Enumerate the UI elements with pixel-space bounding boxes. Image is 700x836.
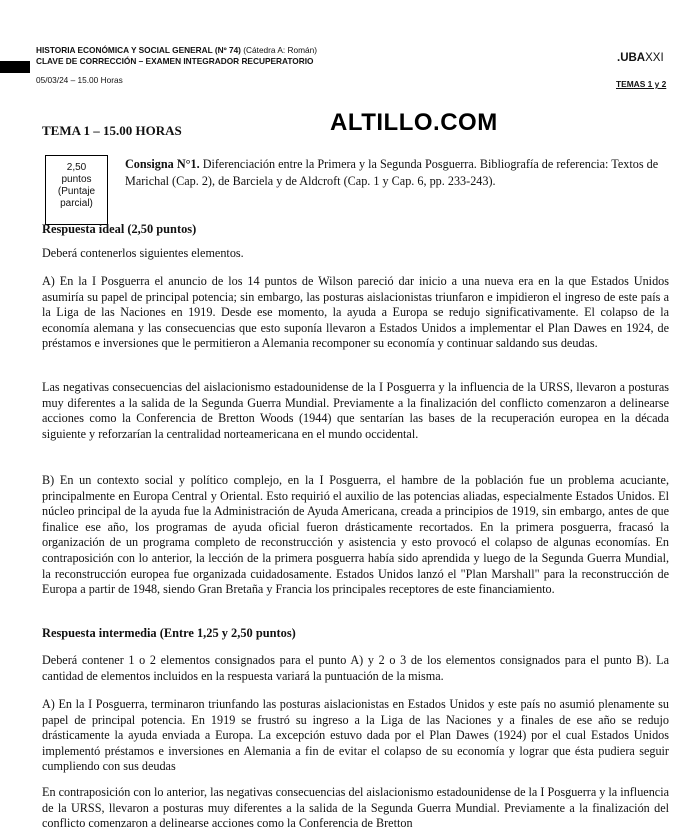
exam-date: 05/03/24 – 15.00 Horas <box>36 75 123 85</box>
uba-logo: .UBAXXI <box>617 52 664 64</box>
score-unit: puntos <box>61 174 92 185</box>
score-note-2: parcial) <box>60 198 93 209</box>
intermedia-paragraph-a2: En contraposición con lo anterior, las negativas consecuencias del aislacionismo estadounidense de la I Posguerra y la influencia de la URSS, llevaron a posturas muy diferentes a la salida de la Segunda Guerra Mundial. Previamente a la finalización del conflicto comenzaron a delinearse acciones como la Conferencia de Bretton <box>42 785 669 831</box>
ideal-paragraph-b: B) En un contexto social y político complejo, en la I Posguerra, el hambre de la población fue un problema acuciante, principalmente en Europa Central y Oriental. Esto requirió el auxilio de las potencias aliadas, especialmente Estados Unidos. El núcleo principal de la ayuda fue la Administración de Ayuda Americana, creada a principios de 1919, sin embargo, antes de que finalice ese año, los programas de ayuda oficial fueron drásticamente recortados. En la primera posguerra, fracasó la organización de un programa completo de reconstrucción y asistencia y esto provocó el colapso de algunas economías. En contraposición con lo anterior, la lección de la primera posguerra había sido aprendida y luego de la Segunda Guerra Mundial, la reconstrucción europea fue organizada cuidadosamente. Estados Unidos lanzó el "Plan Marshall" para la reconstrucción de Europa a partir de 1948, siendo Gran Bretaña y Francia los principales receptores de este financiamiento. <box>42 473 669 597</box>
course-title: HISTORIA ECONÓMICA Y SOCIAL GENERAL (Nº 74) (Cátedra A: Román) <box>36 45 318 55</box>
tema-title: TEMA 1 – 15.00 HORAS <box>42 123 182 138</box>
ideal-intro: Deberá contenerlos siguientes elementos. <box>42 246 244 260</box>
score-value: 2,50 <box>66 162 87 173</box>
ideal-heading: Respuesta ideal (2,50 puntos) <box>42 222 197 236</box>
temas-label: TEMAS 1 y 2 <box>616 79 667 89</box>
consigna-text: Consigna N°1. Diferenciación entre la Primera y la Segunda Posguerra. Bibliografía de referencia: Textos de Marichal (Cap. 2), de Barciela y de Aldcroft (Cap. 1 y Cap. 6, pp. 233-243). <box>125 157 659 188</box>
intermedia-heading: Respuesta intermedia (Entre 1,25 y 2,50 puntos) <box>42 626 296 640</box>
score-box <box>45 155 108 225</box>
intermedia-intro: Deberá contener 1 o 2 elementos consignados para el punto A) y 2 o 3 de los elementos consignados para el punto B). La cantidad de elementos incluidos en la respuesta variará la puntuación de la misma. <box>42 653 669 683</box>
ideal-paragraph-a1: A) En la I Posguerra el anuncio de los 14 puntos de Wilson pareció dar inicio a una nueva era en la que Estados Unidos asumiría su papel de principal potencia; sin embargo, las posturas aislacionistas triunfaron e impidieron el ingreso de este país a la Liga de las Naciones en 1919. Desde ese momento, la ayuda a Europa se redujo significativamente. El colapso de la economía alemana y las consecuencias que esto suponía llevaron a Estados Unidos a implementar el Plan Dawes en 1924, de préstamos e inversiones que le permitieron a Alemania recomponer su economía y continuar saldando sus deudas. <box>42 274 669 351</box>
score-note-1: (Puntaje <box>57 186 96 197</box>
exam-key-line: CLAVE DE CORRECCIÓN – EXAMEN INTEGRADOR RECUPERATORIO <box>36 56 314 66</box>
watermark-logo: ALTILLO.COM <box>330 109 498 136</box>
ideal-paragraph-a2: Las negativas consecuencias del aislacionismo estadounidense de la I Posguerra y la influencia de la URSS, llevaron a posturas muy diferentes a la salida de la Segunda Guerra Mundial. Previamente a la finalización del conflicto comenzaron a delinearse acciones como la Conferencia de Bretton Woods (1944) que sentarían las bases de la recuperación europea en la década siguiente y reforzarían la centralidad norteamericana en el mundo occidental. <box>42 380 669 441</box>
intermedia-paragraph-a1: A) En la I Posguerra, terminaron triunfando las posturas aislacionistas en Estados Unidos y este país no asumió plenamente su papel de principal potencia. En 1919 se frustró su ingreso a la Liga de las Naciones y a finales de ese año se redujo drásticamente la ayuda enviada a Europa. La excepción estuvo dada por el Plan Dawes (1924) por el cual Estados Unidos implementó préstamos e inversiones en Alemania a fin de evitar el colapso de su economía y lograr que ésta pudiera seguir cumpliendo con sus deudas <box>42 697 669 774</box>
black-marker-bar <box>0 61 30 73</box>
